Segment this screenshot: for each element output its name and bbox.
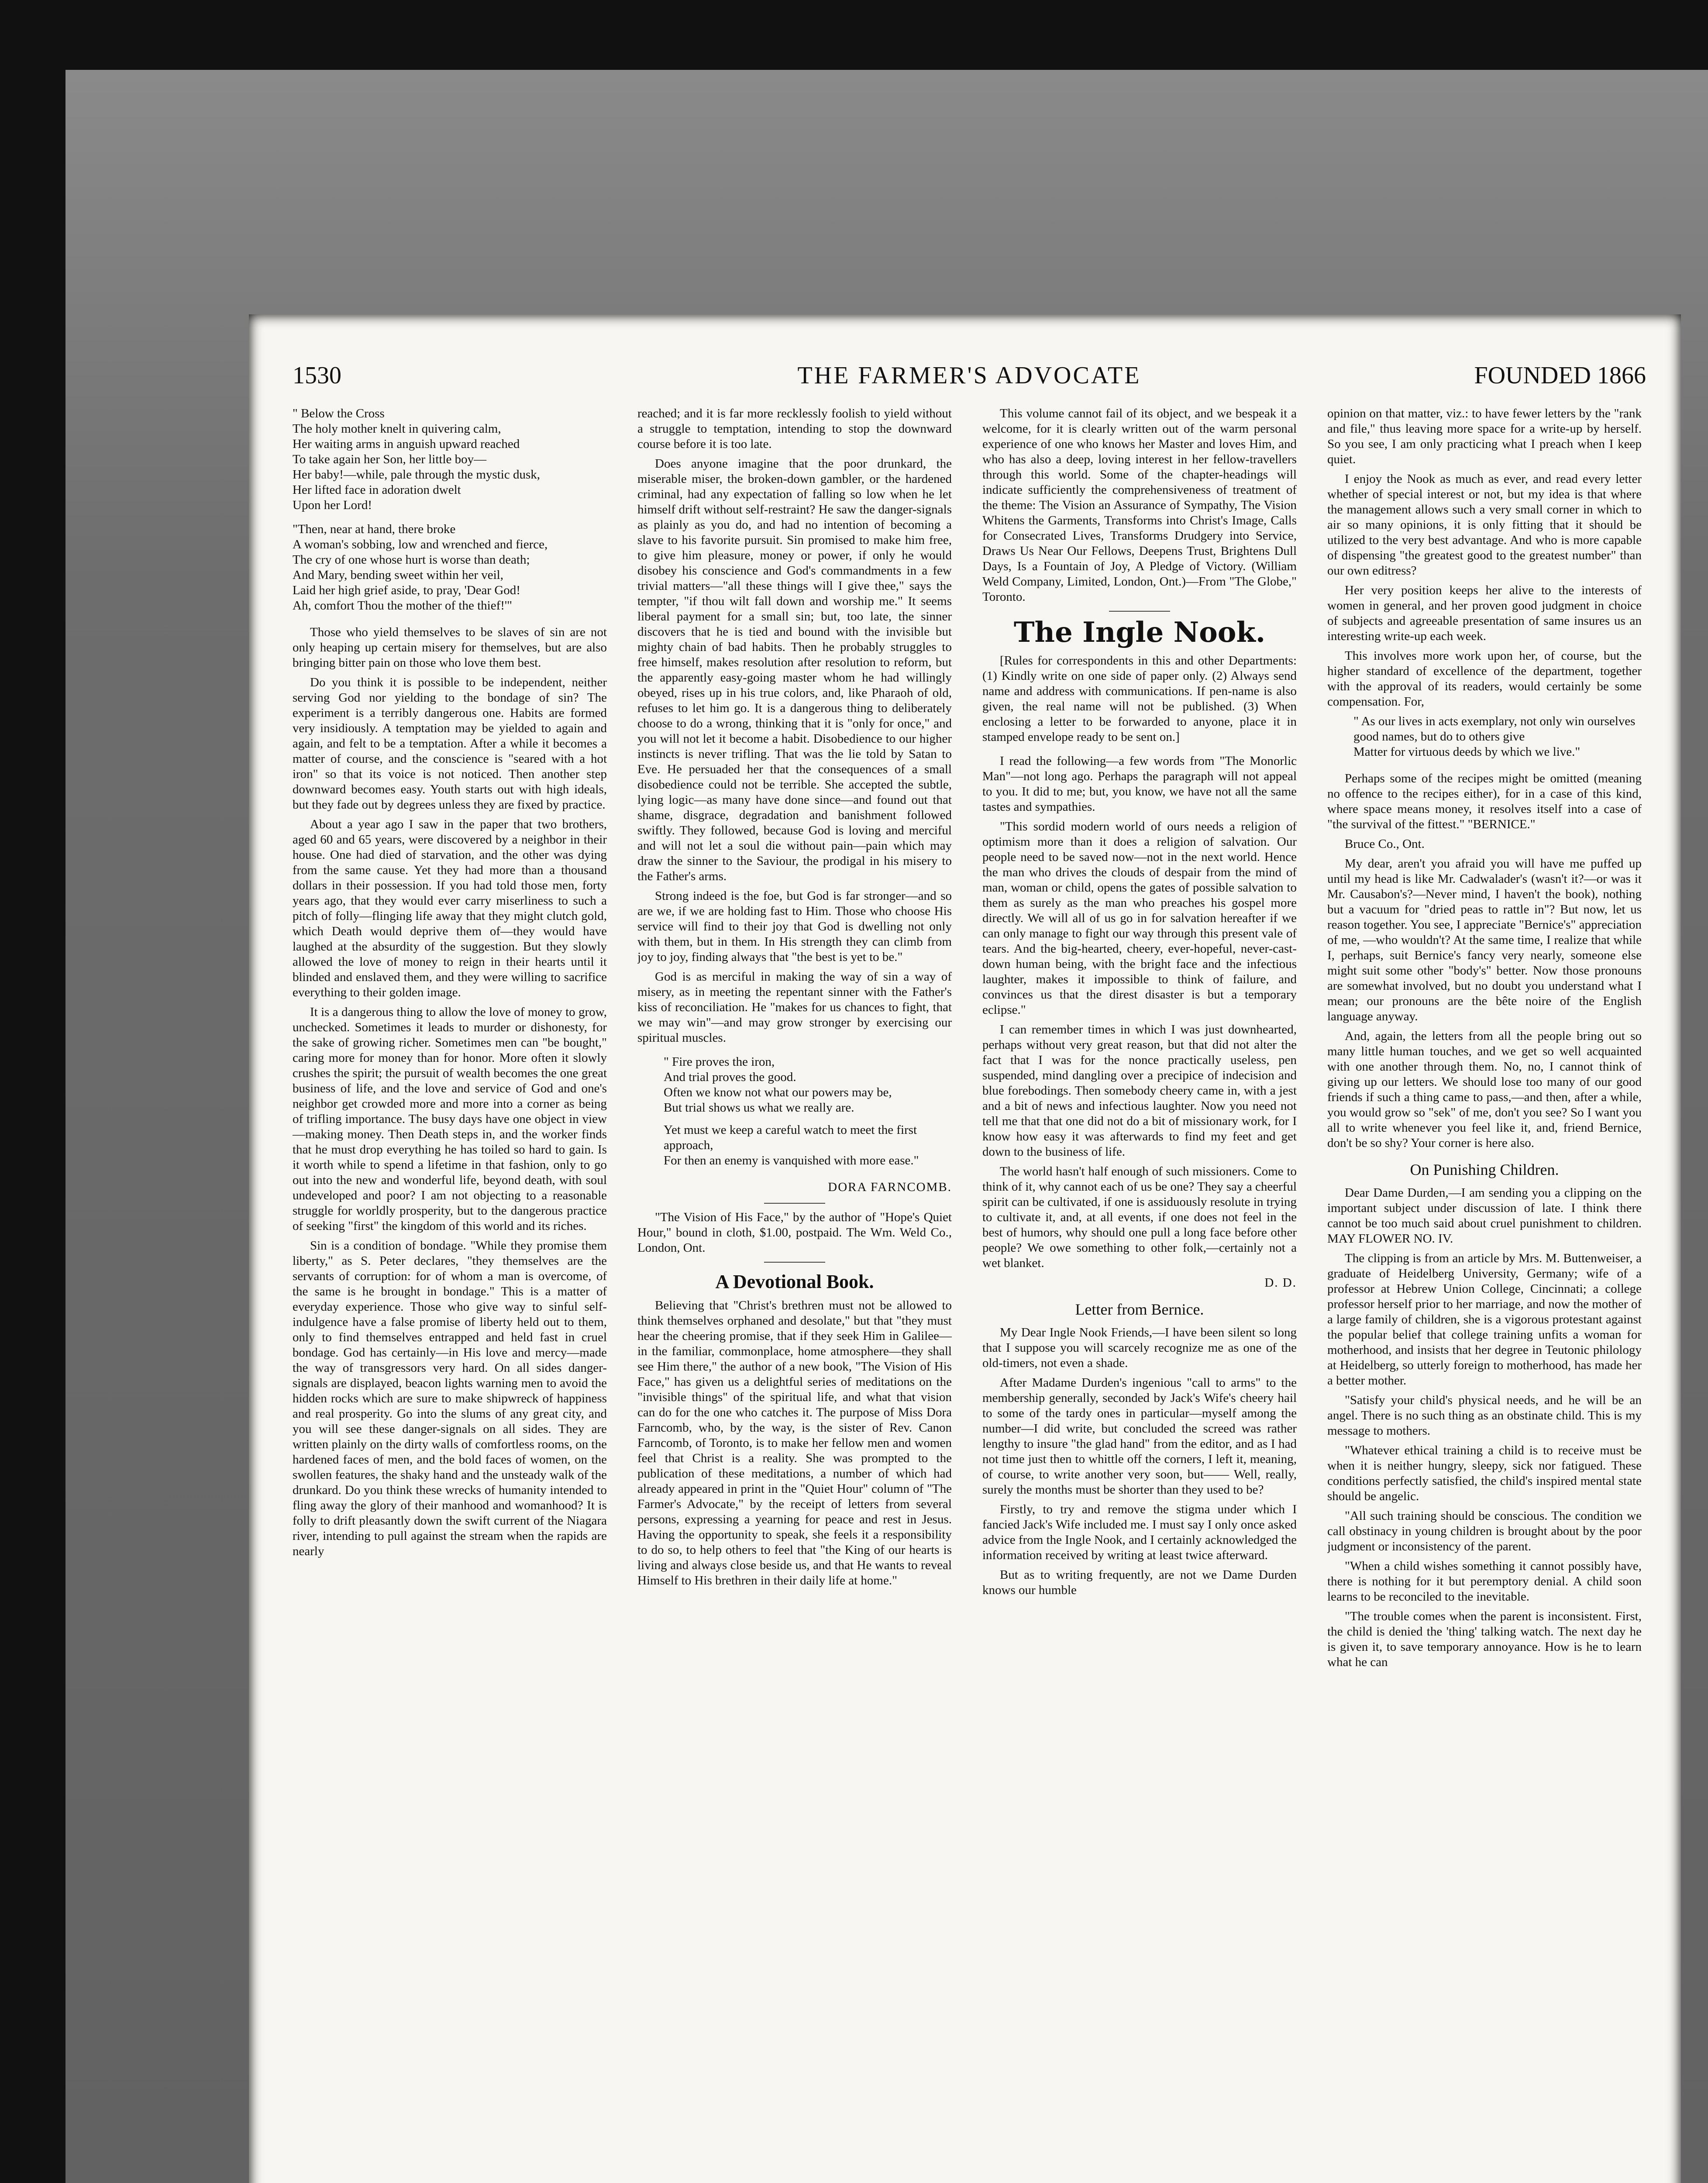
paragraph: The world hasn't half enough of such missioners. Come to think of it, why cannot each of us be one? They say a cheerful spirit can be cultivated, if one is assiduously resolute in trying to cultivate it, and, at all events, if one does not feel in the best of humors, why should one pull a long face before other people? We owe something to other folk,—certainly not a wet blanket. [982,1164,1297,1270]
poem-line: "Then, near at hand, there broke [293,522,456,536]
paragraph: Her very position keeps her alive to the interests of women in general, and her proven good judgment in choice of subjects and agreeable presentation of same insures us an interesting write-up each week. [1327,583,1642,643]
rules-for-correspondents: [Rules for correspondents in this and other Departments: (1) Kindly write on one side of paper only. (2) Always send name and address with communications. If pen-name is also given, the real name will not be published. (3) When enclosing a letter to be forwarded to anyone, place it in stamped envelope ready to be sent on.] [982,654,1297,744]
poem-line: The holy mother knelt in quivering calm, [293,422,501,436]
initials-signature: D. D. [1264,1276,1297,1290]
divider [1109,611,1170,612]
poem-line: The cry of one whose hurt is worse than death; [293,553,530,567]
poem-line: Laid her high grief aside, to pray, 'Dear God! [293,583,520,597]
paragraph: This involves more work upon her, of course, but the higher standard of excellence of the department, together with the approval of its readers, would certainly be some compensation. For, [1327,649,1642,709]
column-2 [637,406,952,2183]
poem-line: " Below the Cross [293,406,385,420]
paragraph: Firstly, to try and remove the stigma under which I fancied Jack's Wife included me. I must say I only once asked advice from the Ingle Nook, and I certainly acknowledged the information received by writing at least twice afterward. [982,1502,1297,1562]
page-number: 1530 [293,362,341,389]
paragraph: Dear Dame Durden,—I am sending you a clipping on the important subject under discussion of late. I think there cannot be too much said about cruel punishment to children. MAY FLOWER NO. IV. [1327,1186,1642,1246]
column-3 [982,406,1297,2183]
paragraph: The clipping is from an article by Mrs. M. Buttenweiser, a graduate of Heidelberg University, Germany; wife of a professor at Hebrew Union College, Cincinnati; a college professor herself prior to her marriage, and now the mother of a large family of children, she is a vigorous protestant against the popular belief that college training unfits a woman for motherhood, and insists that her degree in Teutonic philology at Heidelberg, so utterly foreign to motherhood, has made her a better mother. [1327,1251,1642,1388]
poem-line: Often we know not what our powers may be, [664,1085,892,1099]
section-heading-punishing-children: On Punishing Children. [1410,1161,1559,1178]
poem-line: " As our lives in acts exemplary, not only win ourselves good names, but do to others give [1353,714,1636,744]
founded-label: FOUNDED 1866 [1474,362,1646,389]
paragraph: This volume cannot fail of its object, and we bespeak it a welcome, for it is clearly written out of the warm personal experience of one who knows her Master and loves Him, and who has also a deep, loving interest in her fellow-travellers through this world. Some of the chapter-headings will indicate sufficiently the comprehensiveness of treatment of the theme: The Vision an Assurance of Sympathy, The Vision Whitens the Garments, Transforms into Christ's Image, Calls for Consecrated Lives, Transforms Drudgery into Service, Draws Us Near Our Fellows, Deepens Trust, Brightens Dull Days, Is a Fountain of Joy, A Pledge of Victory. (William Weld Company, Limited, London, Ont.)—From "The Globe," Toronto. [982,406,1297,604]
poem-line: Matter for virtuous deeds by which we live." [1353,745,1581,759]
paragraph: "Satisfy your child's physical needs, and he will be an angel. There is no such thing as an obstinate child. This is my message to mothers. [1327,1393,1642,1438]
paragraph: My dear, aren't you afraid you will have me puffed up until my head is like Mr. Cadwalader's (wasn't it?—or was it Mr. Causabon's?—Never mind, I haven't the book), nothing but a vacuum for "dried peas to rattle in"? But now, let us reason together. You see, I appreciate "Bernice's" appreciation of me, —who wouldn't? At the same time, I realize that while I, perhaps, suit Bernice's fancy very nearly, someone else might suit some other "body's" better. Now those pronouns are somewhat involved, but no doubt you understand what I mean; our pronouns are the bête noire of the English language anyway. [1327,857,1642,1023]
divider [764,1262,825,1263]
divider [764,1203,825,1204]
poem-line: Her baby!—while, pale through the mystic dusk, [293,468,540,482]
paragraph: Perhaps some of the recipes might be omitted (meaning no offence to the recipes either), for in a case of this kind, where space means money, it resolves itself into a case of "the survival of the fittest." "BERNICE." [1327,771,1642,831]
paragraph: "Whatever ethical training a child is to receive must be when it is neither hungry, sleepy, sick nor fatigued. These conditions perfectly satisfied, the child's inspired mental state should be angelic. [1327,1443,1642,1503]
paragraph: Sin is a condition of bondage. "While they promise them liberty," as S. Peter declares, "they themselves are the servants of corruption: for of whom a man is overcome, of the same is he brought in bondage." This is a matter of everyday experience. Those who give way to sinful self-indulgence have a false promise of liberty held out to them, only to find themselves entrapped and held fast in cruel bondage. God has certainly—in His love and mercy—made the way of transgressors very hard. On all sides danger-signals are displayed, beacon lights warning men to avoid the hidden rocks which are sure to make shipwreck of happiness and real prosperity. Go into the slums of any great city, and you will see these danger-signals on all sides. They are written plainly on the dirty walls of comfortless rooms, on the hardened faces of men, and the bold faces of women, on the swollen features, the shaky hand and the unsteady walk of the drunkard. Do you think these wrecks of humanity intended to fling away the glory of their manhood and womanhood? It is folly to drift pleasantly down the swift current of the Niagara river, intending to pull against the stream when the rapids are nearly [293,1239,607,1558]
section-heading-letter-from-bernice: Letter from Bernice. [1075,1301,1204,1318]
paragraph: I can remember times in which I was just downhearted, perhaps without very great reason, but that did not alter the fact that I was for the nonce practically useless, pen suspended, mind dangling over a precipice of indecision and blue forebodings. Then somebody cheery came in, with a jest and a bit of news and infectious laughter. Now you need not tell me that that one did not do a bit of missionary work, for I know how easy it was afterwards to find my feet and get down to the business of life. [982,1023,1297,1159]
section-heading-ingle-nook: The Ingle Nook. [1013,616,1266,649]
section-heading-devotional-book: A Devotional Book. [715,1271,874,1292]
column-4 [1327,406,1642,2183]
poem-line: But trial shows us what we really are. [664,1101,854,1115]
paragraph: "The trouble comes when the parent is inconsistent. First, the child is denied the 'thing' talking watch. The next day he is given it, to save temporary annoyance. How is he to learn what he can [1327,1609,1642,1669]
poem-line: For then an enemy is vanquished with more ease." [664,1153,919,1167]
paragraph: "When a child wishes something it cannot possibly have, there is nothing for it but peremptory denial. A child soon learns to be reconciled to the inevitable. [1327,1559,1642,1604]
poem-line: And trial proves the good. [664,1070,796,1084]
paragraph: reached; and it is far more recklessly foolish to yield without a struggle to temptation, intending to stop the downward course before it is too late. [637,406,952,451]
poem-line: Ah, comfort Thou the mother of the thief!'" [293,599,512,613]
paragraph: But as to writing frequently, are not we Dame Durden knows our humble [982,1568,1297,1597]
paragraph: "This sordid modern world of ours needs a religion of optimism more than it does a religion of salvation. Our people need to be saved now—not in the next world. Hence the man who drives the clouds of despair from the mind of man, woman or child, opens the gates of possible salvation to them as surely as the man who preaches his gospel more directly. We will all of us go in for salvation hereafter if we can only manage to fight our way through this present vale of tears. And the big-hearted, cheery, ever-hopeful, never-cast-down human being, with the bright face and the infectious laughter, makes it impossible to think of failure, and convinces us that the direst disaster is but a temporary eclipse." [982,819,1297,1017]
poem-line: Her lifted face in adoration dwelt [293,483,461,497]
paragraph: opinion on that matter, viz.: to have fewer letters by the "rank and file," thus leaving more space for a write-up by herself. So you see, I am only practicing what I preach when I keep quiet. [1327,406,1642,466]
poem-exemplary-lives [1327,714,1642,760]
masthead-title: THE FARMER'S ADVOCATE [797,362,1141,389]
poem-line: Her waiting arms in anguish upward reached [293,437,520,451]
poem-line: " Fire proves the iron, [664,1055,775,1069]
poem-line: Yet must we keep a careful watch to meet the first approach, [664,1123,917,1152]
author-signature: DORA FARNCOMB. [828,1180,952,1194]
paragraph: I read the following—a few words from "The Monorlic Man"—not long ago. Perhaps the paragraph will not appeal to you. It did to me; but, you know, we have not all the same tastes and sympathies. [982,754,1297,814]
paragraph: Believing that "Christ's brethren must not be allowed to think themselves orphaned and desolate," but that "they must hear the cheering promise, that if they seek Him in Galilee—in the familiar, commonplace, home atmosphere—they shall see Him there," the author of a new book, "The Vision of His Face," has given us a delightful series of meditations on the "invisible things" of the spiritual life, and what that vision can do for the one who catches it. The purpose of Miss Dora Farncomb, who, by the way, is the sister of Rev. Canon Farncomb, of Toronto, is to make her fellow men and women feel that Christ is a reality. She was prompted to the publication of these meditations, a number of which had already appeared in print in the "Quiet Hour" column of "The Farmer's Advocate," by the receipt of letters from several persons, expressing a yearning for peace and rest in Jesus. Having the opportunity to speak, she feels it a responsibility to do so, to help others to feel that "the King of our hearts is living and always close beside us, and that He wants to reveal Himself to His brethren in their daily life at home." [637,1298,952,1587]
paragraph: Does anyone imagine that the poor drunkard, the miserable miser, the broken-down gambler, or the hardened criminal, had any expectation of falling so low when he let himself drift without self-restraint? He saw the danger-signals as plainly as you do, and had no intention of becoming a slave to his favorite pursuit. Sin promised to make him free, to give him pleasure, money or power, if only he would disobey his conscience and God's commandments in a few trivial matters—"all these things will I give thee," says the tempter, "if thou wilt fall down and worship me." It seems liberal payment for a small sin; but, too late, the sinner discovers that he is tied and bound with the invisible but mighty chain of bad habits. Then he probably struggles to free himself, makes resolution after resolution to reform, but the apparently easy-going master whom he had willingly obeyed, rises up in his true colors, and, like Pharaoh of old, refuses to let him go. It is a dangerous thing to deliberately choose to do a wrong, thinking that it is "only for once," and you will not let it become a habit. Disobedience to our higher instincts is never trifling. That was the lie told by Satan to Eve. He persuaded her that the consequences of a small disobedience could not be terrible. She accepted the subtle, lying logic—as many have done since—and found out that shame, disgrace, degradation and banishment followed swiftly. They followed, because God is loving and merciful and will not let a soul die without pain—pain which may draw the sinner to the Saviour, the prodigal in his misery to the Father's arms. [637,457,952,883]
paragraph: About a year ago I saw in the paper that two brothers, aged 60 and 65 years, were discovered by a neighbor in their house. One had died of starvation, and the other was dying from the same cause. Yet they had more than a thousand dollars in their possession. If you had told those men, forty years ago, that they would ever carry miserliness to such a pitch of folly—flinging life away that they might clutch gold, which Death would deprive them of—they would have laughed at the absurdity of the suggestion. But they slowly allowed the love of money to reign in their hearts until it blinded and enslaved them, and they were willing to sacrifice everything to their golden image. [293,817,607,999]
paragraph: Do you think it is possible to be independent, neither serving God nor yielding to the bondage of sin? The experiment is a terribly dangerous one. Habits are formed very insidiously. A temptation may be yielded to again and again, and felt to be a temptation. After a while it becomes a matter of course, and the conscience is "seared with a hot iron" so that its voice is not noticed. Then another step downward becomes easy. Youth starts out with high ideals, but they fade out by degrees unless they are fixed by practice. [293,675,607,812]
paragraph: My Dear Ingle Nook Friends,—I have been silent so long that I suppose you will scarcely recognize me as one of the old-timers, not even a shade. [982,1326,1297,1370]
poem-line: And Mary, bending sweet within her veil, [293,568,503,582]
poem-line: Upon her Lord! [293,498,372,512]
paragraph: I enjoy the Nook as much as ever, and read every letter whether of special interest or not, but my idea is that where the management allows such a very small corner in which to air so many opinions, it is only fitting that it should be utilized to the very best advantage. And who is more capable of dispensing "the greatest good to the greatest number" than our own editress? [1327,472,1642,578]
paragraph: It is a dangerous thing to allow the love of money to grow, unchecked. Sometimes it leads to murder or dishonesty, for the sake of growing richer. Sometimes men can "be bought," caring more for money than for honor. More often it slowly crushes the spirit; the pursuit of wealth becomes the one great business of life, and the love and service of God and one's neighbor get crowded more and more into a corner as being of trifling importance. The busy days have one object in view—making money. Then Death steps in, and the worker finds that he must drop everything he has toiled so hard to gain. Is it worth while to spend a lifetime in that fashion, only to go out into the new and wonderful life, beyond death, with soul undeveloped and poor? I am not objecting to a reasonable struggle for worldly prosperity, but to the dangerous practice of seeking "first" the kingdom of this world and its riches. [293,1005,607,1233]
poem-below-the-cross [293,406,607,613]
location-line: Bruce Co., Ont. [1345,837,1425,851]
page-header [293,358,1646,393]
paragraph: After Madame Durden's ingenious "call to arms" to the membership generally, seconded by Jack's Wife's cheery hail to some of the tardy ones in particular—myself among the number—I did write, but concluded the screed was rather lengthy to insure "the glad hand" from the editor, and as I had not time just then to whittle off the corners, I left it, meaning, of course, to write another very soon, but—— Well, really, surely the months must be shorter than they used to be? [982,1376,1297,1497]
book-notice: "The Vision of His Face," by the author of "Hope's Quiet Hour," bound in cloth, $1.00, postpaid. The Wm. Weld Co., London, Ont. [637,1210,952,1255]
paragraph: Those who yield themselves to be slaves of sin are not only heaping up certain misery for themselves, but are also bringing bitter pain on those who love them best. [293,625,607,670]
poem-line: To take again her Son, her little boy— [293,452,487,466]
paragraph: God is as merciful in making the way of sin a way of misery, as in meeting the repentant sinner with the Father's kiss of reconciliation. He "makes for us chances to fight, that we may win"—and may grow stronger by exercising our spiritual muscles. [637,970,952,1045]
paragraph: And, again, the letters from all the people bring out so many little human touches, and we get so well acquainted with one another through them. No, no, I cannot think of giving up our letters. We should lose too many of our good friends if such a thing came to pass,—and then, after a while, you would grow so "sek" of me, don't you see? So I want you all to write whenever you feel like it, and, friend Bernice, don't be so shy? Your corner is here also. [1327,1029,1642,1150]
newspaper-page [249,314,1681,2183]
poem-line: A woman's sobbing, low and wrenched and fierce, [293,537,548,551]
column-1 [293,406,607,2183]
paragraph: "All such training should be conscious. The condition we call obstinacy in young children is brought about by the poor judgment or inconsistency of the parent. [1327,1509,1642,1553]
poem-fire-proves-iron [637,1054,952,1168]
paragraph: Strong indeed is the foe, but God is far stronger—and so are we, if we are holding fast to Him. Those who choose His service will find to their joy that God is dwelling not only with them, but in them. In His strength they can climb from joy to joy, finding always that "the best is yet to be." [637,889,952,964]
